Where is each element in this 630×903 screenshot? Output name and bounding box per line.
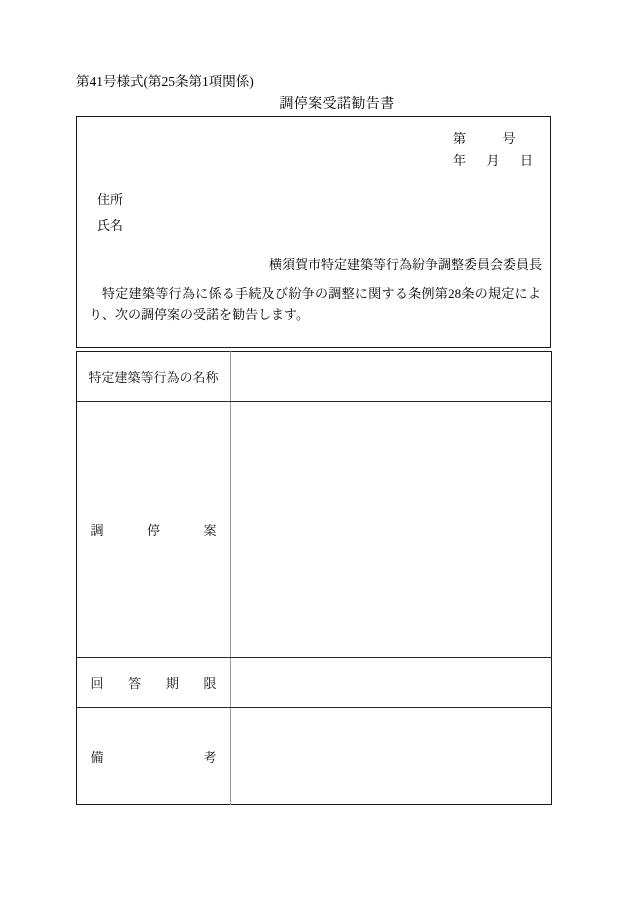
table-row [77, 658, 552, 708]
row-value-mediation-plan[interactable] [231, 402, 552, 658]
number-suffix-label: 号 [502, 131, 516, 146]
header-meta-fields [453, 128, 533, 172]
header-frame [76, 116, 551, 348]
row-value-remarks[interactable] [231, 708, 552, 805]
recipient-fields [97, 187, 123, 239]
table-row [77, 708, 552, 805]
document-number-row [453, 128, 533, 150]
row-value-reply-deadline[interactable] [231, 658, 552, 708]
table-row [77, 352, 552, 402]
row-label-mediation-plan [77, 402, 231, 658]
page-title: 調停案受諾勧告書 [279, 97, 395, 112]
date-month-label: 月 [486, 153, 500, 168]
row-label-reply-deadline [77, 658, 231, 708]
recipient-name-label: 氏名 [97, 218, 124, 233]
document-date-row [453, 150, 533, 172]
body-paragraph: 特定建築等行為に係る手続及び紛争の調整に関する条例第28条の規定により、次の調停案の受諾を勧告します。 [89, 286, 541, 322]
form-number: 第41号様式(第25条第1項関係) [76, 74, 254, 89]
row-label-project-name [77, 352, 231, 402]
table-row [77, 402, 552, 658]
form-table [76, 351, 552, 805]
row-label-text: 備考 [90, 749, 217, 765]
issuer-title: 横須賀市特定建築等行為紛争調整委員会委員長 [268, 257, 542, 272]
date-day-label: 日 [519, 153, 533, 168]
date-year-label: 年 [452, 153, 466, 168]
row-label-text: 特定建築等行為の名称 [88, 370, 219, 385]
row-value-project-name[interactable] [231, 352, 552, 402]
row-label-text: 回答期限 [90, 676, 217, 691]
number-prefix-label: 第 [452, 131, 466, 146]
row-label-remarks [77, 708, 231, 805]
row-label-text: 調停案 [90, 523, 217, 538]
recipient-address-label: 住所 [97, 192, 124, 207]
